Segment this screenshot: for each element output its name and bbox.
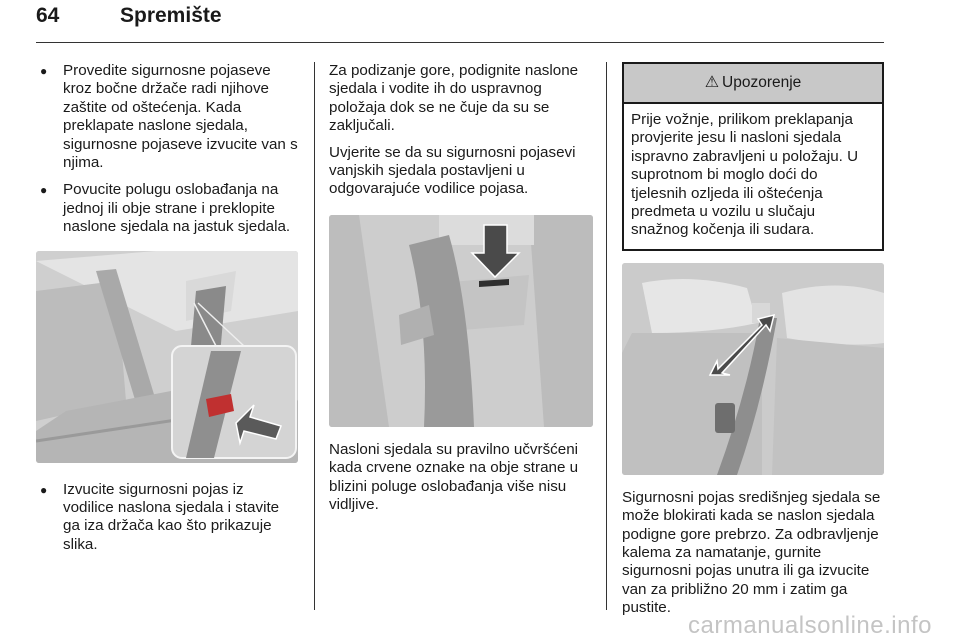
- column-2: [329, 62, 593, 522]
- center-seat-belt-illustration: [622, 263, 884, 475]
- page-title: Spremište: [120, 4, 222, 27]
- bullet-item: ● Provedite sigurnosne pojaseve kroz bočne držače radi njihove zaštite od oštećenja. Kada preklapate naslone sjedala, sigurnosne pojaseve izvucite van s njima.: [36, 62, 298, 172]
- column-divider-1: [314, 62, 315, 610]
- warning-text: Prije vožnje, prilikom preklapanja provjerite jesu li nasloni sjedala ispravno zabravljeni u položaju. U suprotnom bi moglo doći do tjelesnih ozljeda ili oštećenja predmeta u vozilu u slučaju snažnog kočenja ili sudara.: [631, 111, 859, 239]
- column-1: [36, 62, 298, 563]
- column-divider-2: [606, 62, 607, 610]
- warning-title: Upozorenje: [722, 73, 802, 91]
- bullet-item: ● Izvucite sigurnosni pojas iz vodilice naslona sjedala i stavite ga iza držača kao što prikazuje slika.: [36, 481, 298, 555]
- warning-header: [624, 64, 882, 104]
- warning-box: [622, 62, 884, 251]
- paragraph: Nasloni sjedala su pravilno učvršćeni kada crvene oznake na obje strane u blizini poluge oslobađanja više nisu vidljive.: [329, 440, 579, 514]
- header-rule: [36, 42, 884, 43]
- paragraph: Za podizanje gore, podignite naslone sjedala i vodite ih do uspravnog položaja dok se ne čuje da su se zaključali.: [329, 62, 579, 135]
- page-number: 64: [36, 4, 60, 27]
- bullet-item: ● Povucite polugu oslobađanja na jednoj ili obje strane i preklopite naslone sjedala na jastuk sjedala.: [36, 181, 298, 236]
- warning-triangle-icon: ⚠: [704, 73, 720, 91]
- seat-belt-guide-illustration: [329, 215, 593, 427]
- watermark: carmanualsonline.info: [688, 612, 932, 639]
- seat-release-illustration: [36, 251, 298, 463]
- paragraph: Uvjerite se da su sigurnosni pojasevi vanjskih sjedala postavljeni u odgovarajuće vodilice pojasa.: [329, 143, 576, 198]
- paragraph: Sigurnosni pojas središnjeg sjedala se može blokirati kada se naslon sjedala podigne gore prebrzo. Za odbravljenje kalema za namatanje, gurnite sigurnosni pojas unutra ili ga izvucite van za približno 20 mm i zatim ga pustite.: [622, 488, 881, 617]
- column-3: [622, 62, 884, 626]
